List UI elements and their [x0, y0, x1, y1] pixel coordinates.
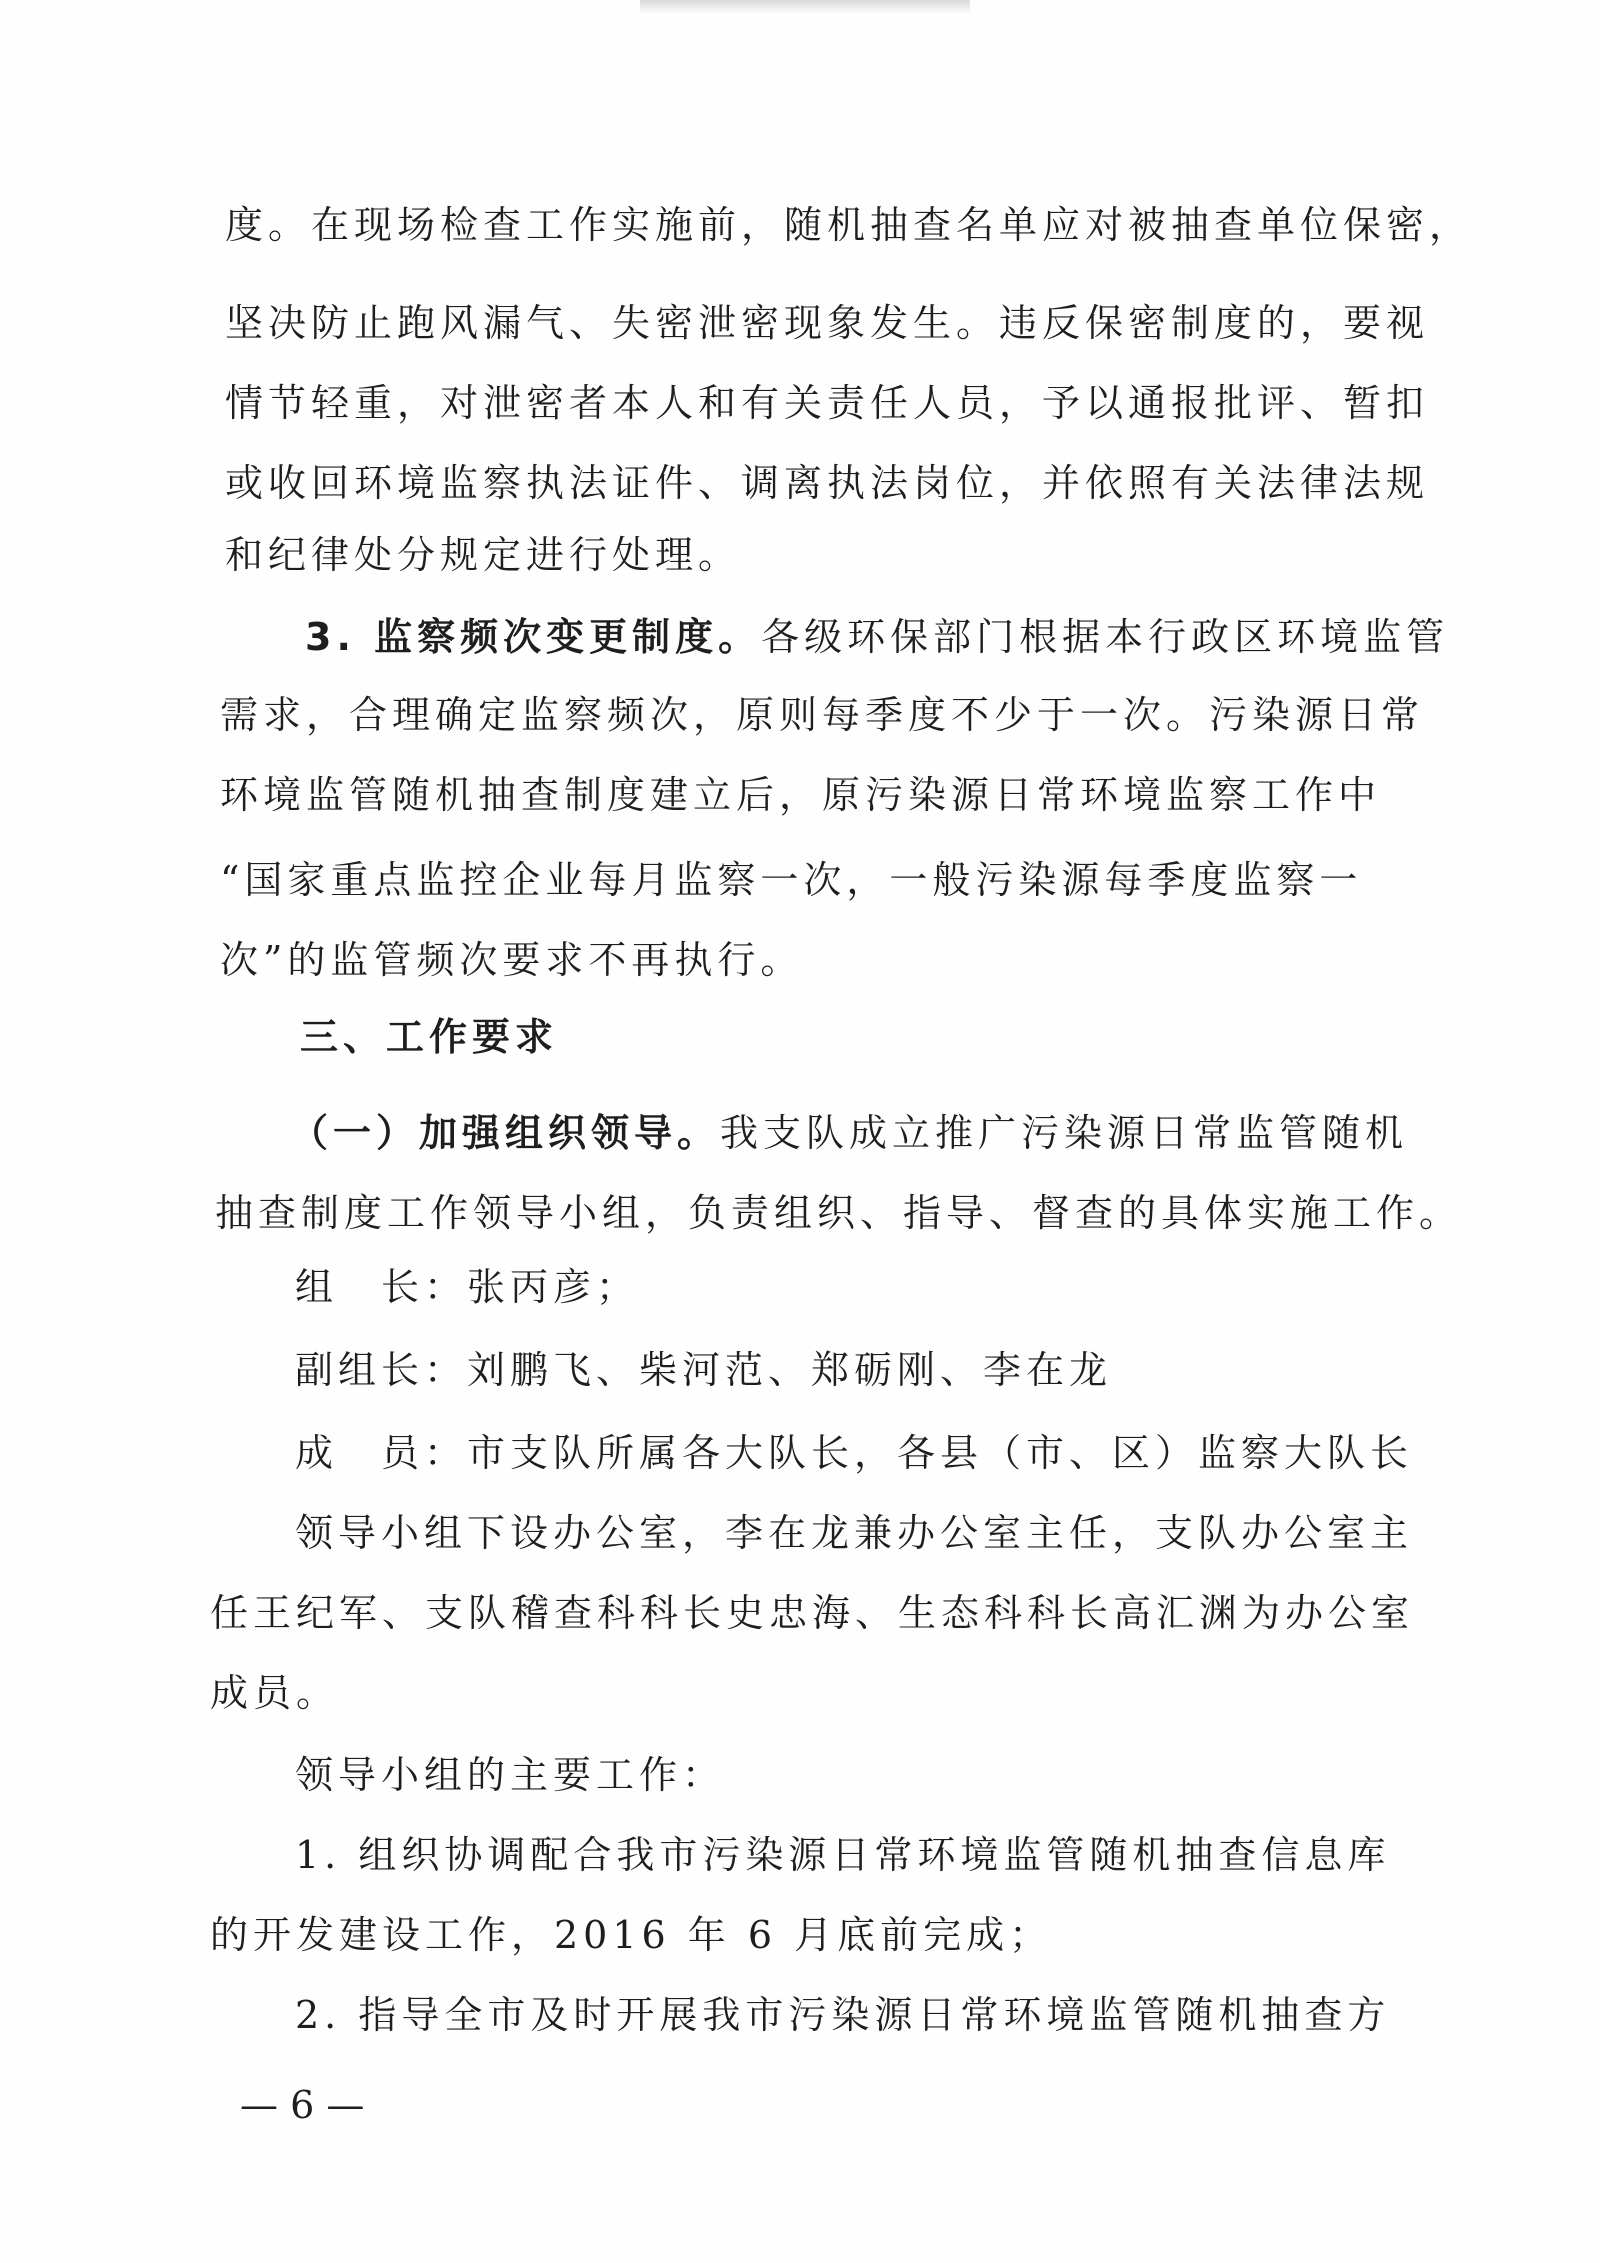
text-line: 或收回环境监察执法证件、调离执法岗位，并依照有关法律法规 [225, 461, 1430, 505]
text-run: 各级环保部门根据本行政区环境监管 [761, 615, 1450, 659]
text-line: 的开发建设工作，2016 年 6 月底前完成； [210, 1913, 1053, 1957]
paragraph-heading: 3. 监察频次变更制度。 [305, 615, 762, 659]
text-line: “国家重点监控企业每月监察一次，一般污染源每季度监察一 [220, 858, 1363, 902]
members-line: 成 员：市支队所属各大队长，各县（市、区）监察大队长 [295, 1431, 1414, 1475]
text-line: 任王纪军、支队稽查科科长史忠海、生态科科长高汇渊为办公室 [210, 1591, 1415, 1635]
text-line: 次”的监管频次要求不再执行。 [220, 938, 804, 982]
text-line: 领导小组下设办公室，李在龙兼办公室主任，支队办公室主 [295, 1511, 1414, 1555]
paragraph-first-line [305, 612, 1449, 662]
deputy-line: 副组长：刘鹏飞、柴河范、郑砺刚、李在龙 [295, 1348, 1113, 1392]
text-line: 和纪律处分规定进行处理。 [225, 533, 742, 577]
text-line: 成员。 [210, 1671, 340, 1715]
section-heading: 三、工作要求 [300, 1015, 559, 1059]
text-line: 情节轻重，对泄密者本人和有关责任人员，予以通报批评、暂扣 [225, 381, 1430, 425]
paragraph-heading: （一）加强组织领导。 [290, 1111, 721, 1155]
text-line: 环境监管随机抽查制度建立后，原污染源日常环境监察工作中 [220, 773, 1382, 817]
scan-artifact [640, 0, 970, 14]
list-item: 1. 组织协调配合我市污染源日常环境监管随机抽查信息库 [295, 1833, 1391, 1877]
text-line: 抽查制度工作领导小组，负责组织、指导、督查的具体实施工作。 [215, 1191, 1463, 1235]
text-line: 坚决防止跑风漏气、失密泄密现象发生。违反保密制度的，要视 [225, 301, 1430, 345]
list-item: 2. 指导全市及时开展我市污染源日常环境监管随机抽查方 [295, 1993, 1391, 2037]
text-run: 我支队成立推广污染源日常监管随机 [720, 1111, 1409, 1155]
main-work-heading: 领导小组的主要工作： [295, 1753, 726, 1797]
paragraph-first-line [290, 1108, 1408, 1158]
text-line: 需求，合理确定监察频次，原则每季度不少于一次。污染源日常 [220, 693, 1425, 737]
leader-line: 组 长：张丙彦； [295, 1265, 640, 1309]
page-number: — 6 — [240, 2083, 365, 2127]
text-line: 度。在现场检查工作实施前，随机抽查名单应对被抽查单位保密， [225, 203, 1473, 247]
